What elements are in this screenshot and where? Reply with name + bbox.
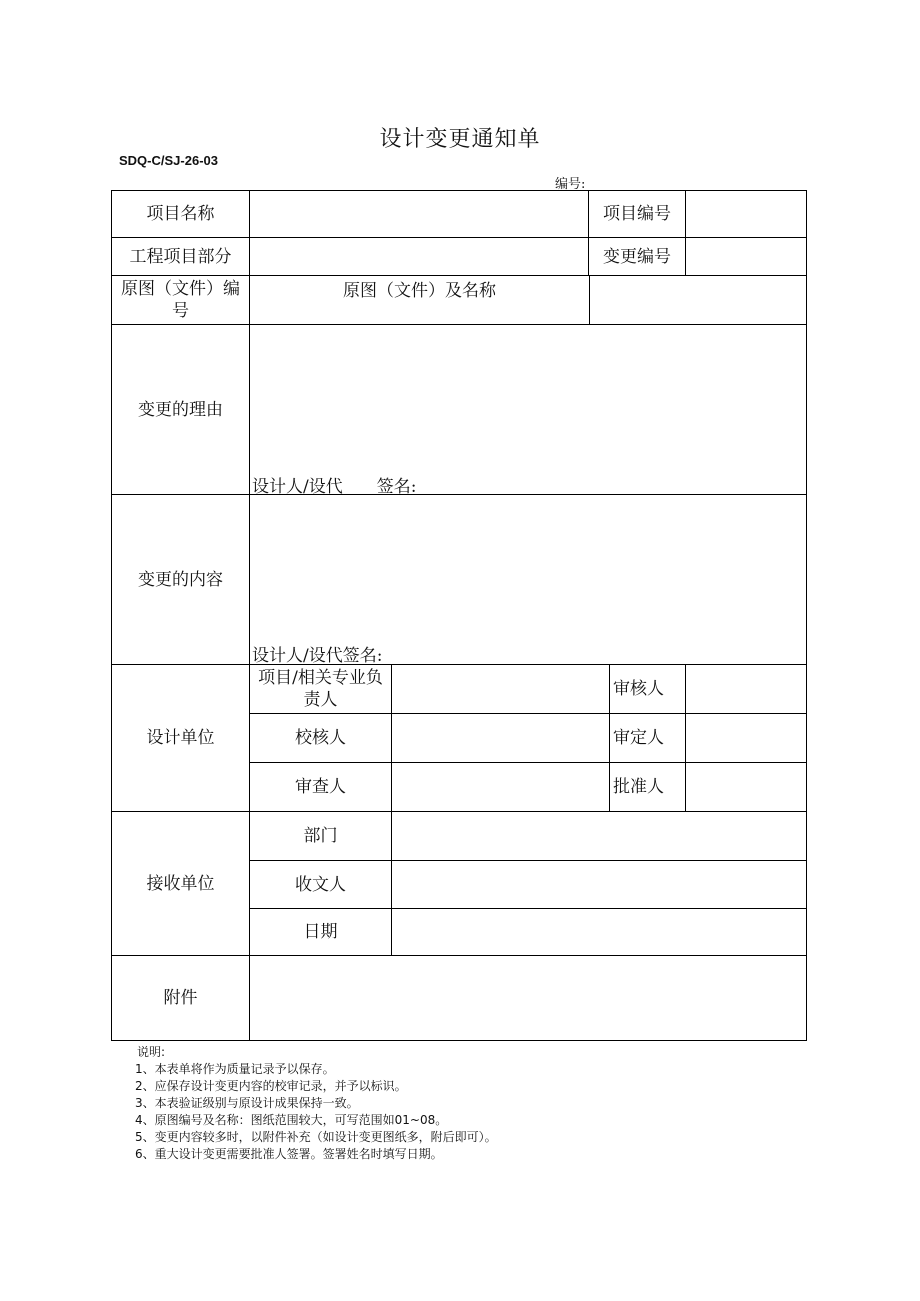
examiner-label: 审查人 — [249, 762, 392, 812]
ratifier-field[interactable] — [685, 762, 807, 812]
ratifier-label: 批准人 — [609, 762, 686, 812]
design-unit-label: 设计单位 — [111, 664, 250, 812]
approver-final-field[interactable] — [685, 713, 807, 763]
note-item: 5、变更内容较多时，以附件补充（如设计变更图纸多，附后即可）。 — [135, 1130, 497, 1144]
project-no-label: 项目编号 — [588, 190, 686, 238]
examiner-field[interactable] — [391, 762, 610, 812]
recipient-label: 收文人 — [249, 860, 392, 909]
change-content-label: 变更的内容 — [111, 494, 250, 665]
form-code: SDQ-C/SJ-26-03 — [119, 153, 218, 168]
note-item: 6、重大设计变更需要批准人签署。签署姓名时填写日期。 — [135, 1147, 443, 1161]
orig-drawing-field[interactable] — [589, 275, 807, 325]
checker-field[interactable] — [391, 713, 610, 763]
reason-signature-label: 设计人/设代 签名: — [252, 477, 417, 497]
attachment-label: 附件 — [111, 955, 250, 1041]
date-label: 日期 — [249, 908, 392, 956]
checker-label: 校核人 — [249, 713, 392, 763]
engineering-part-field[interactable] — [249, 237, 589, 276]
project-no-field[interactable] — [685, 190, 807, 238]
reviewer-field[interactable] — [685, 664, 807, 714]
approver-final-label: 审定人 — [609, 713, 686, 763]
orig-drawing-no-label: 原图（文件）编号 — [111, 275, 250, 325]
engineering-part-label: 工程项目部分 — [111, 237, 250, 276]
recipient-field[interactable] — [391, 860, 807, 909]
notes-section — [137, 1044, 497, 1163]
change-reason-label: 变更的理由 — [111, 324, 250, 495]
project-name-field[interactable] — [249, 190, 589, 238]
reviewer-label: 审核人 — [609, 664, 686, 714]
note-item: 2、应保存设计变更内容的校审记录，并予以标识。 — [135, 1079, 407, 1093]
attachment-field[interactable] — [249, 955, 807, 1041]
change-no-field[interactable] — [685, 237, 807, 276]
content-signature-label: 设计人/设代签名: — [252, 646, 383, 666]
serial-number-label: 编号: — [555, 177, 586, 192]
department-label: 部门 — [249, 811, 392, 861]
date-field[interactable] — [391, 908, 807, 956]
change-reason-field[interactable] — [249, 324, 807, 495]
note-item: 3、本表验证级别与原设计成果保持一致。 — [135, 1096, 359, 1110]
receiving-unit-label: 接收单位 — [111, 811, 250, 956]
note-item: 4、原图编号及名称：图纸范围较大，可写范围如01~08。 — [135, 1113, 448, 1127]
form-title: 设计变更通知单 — [379, 127, 541, 152]
change-no-label: 变更编号 — [588, 237, 686, 276]
change-content-field[interactable] — [249, 494, 807, 665]
department-field[interactable] — [391, 811, 807, 861]
notes-heading: 说明: — [137, 1045, 166, 1059]
project-lead-field[interactable] — [391, 664, 610, 714]
project-lead-label: 项目/相关专业负责人 — [249, 664, 392, 714]
note-item: 1、本表单将作为质量记录予以保存。 — [135, 1062, 335, 1076]
orig-drawing-name-label: 原图（文件）及名称 — [249, 275, 590, 325]
project-name-label: 项目名称 — [111, 190, 250, 238]
